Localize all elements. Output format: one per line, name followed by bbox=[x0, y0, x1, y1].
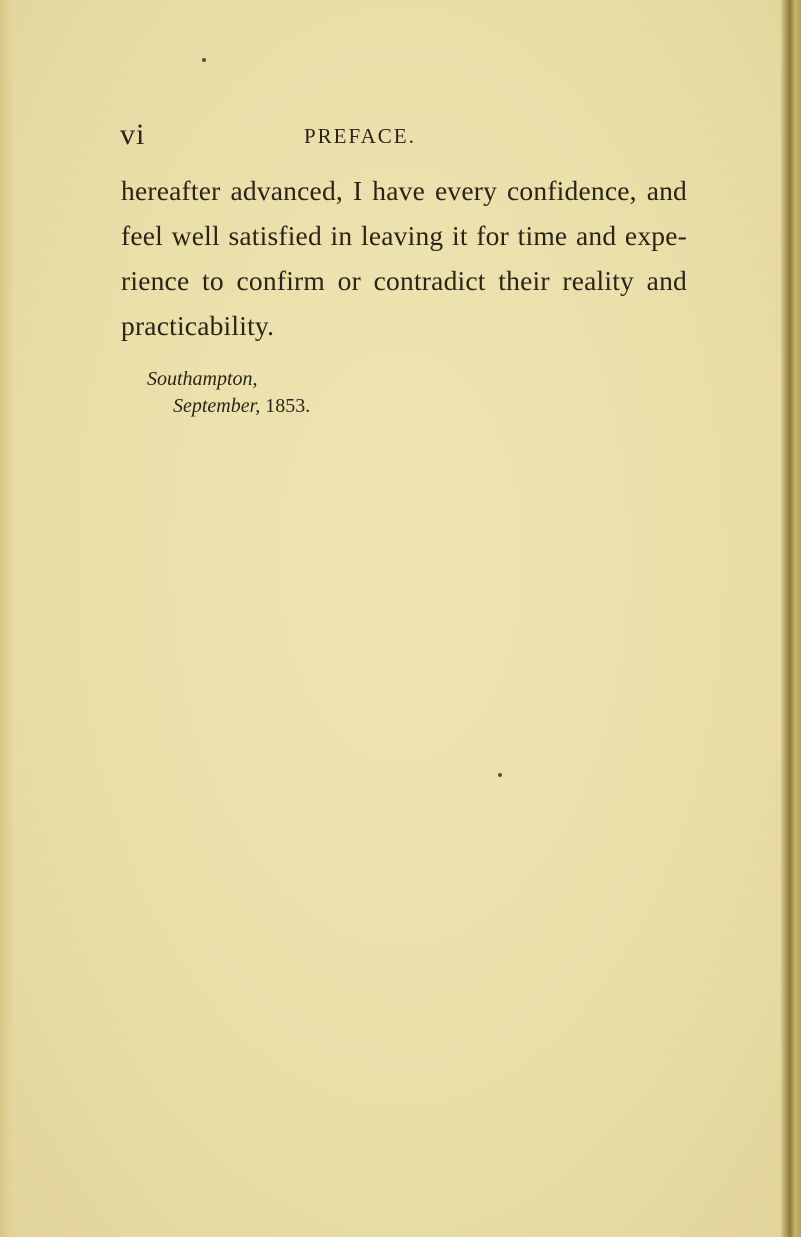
signoff-year: 1853. bbox=[265, 395, 311, 417]
text-line: feel well satisfied in leaving it for time and expe- bbox=[121, 220, 687, 251]
text-line: practicability. bbox=[121, 310, 275, 341]
signoff-month: September, bbox=[173, 395, 261, 417]
text-line: hereafter advanced, I have every confidence, and bbox=[121, 175, 687, 206]
signoff bbox=[147, 366, 310, 420]
signoff-date bbox=[147, 393, 310, 420]
running-head bbox=[120, 118, 680, 152]
page-left-edge bbox=[0, 0, 14, 1237]
paper-speck bbox=[202, 58, 206, 62]
paper-speck bbox=[498, 773, 502, 777]
page-number: vi bbox=[120, 118, 146, 151]
body-paragraph bbox=[121, 168, 687, 348]
header-title: PREFACE. bbox=[304, 124, 416, 148]
text-line: rience to confirm or contradict their reality and bbox=[121, 265, 687, 296]
signoff-place: Southampton, bbox=[147, 368, 258, 390]
page-right-edge bbox=[781, 0, 801, 1237]
